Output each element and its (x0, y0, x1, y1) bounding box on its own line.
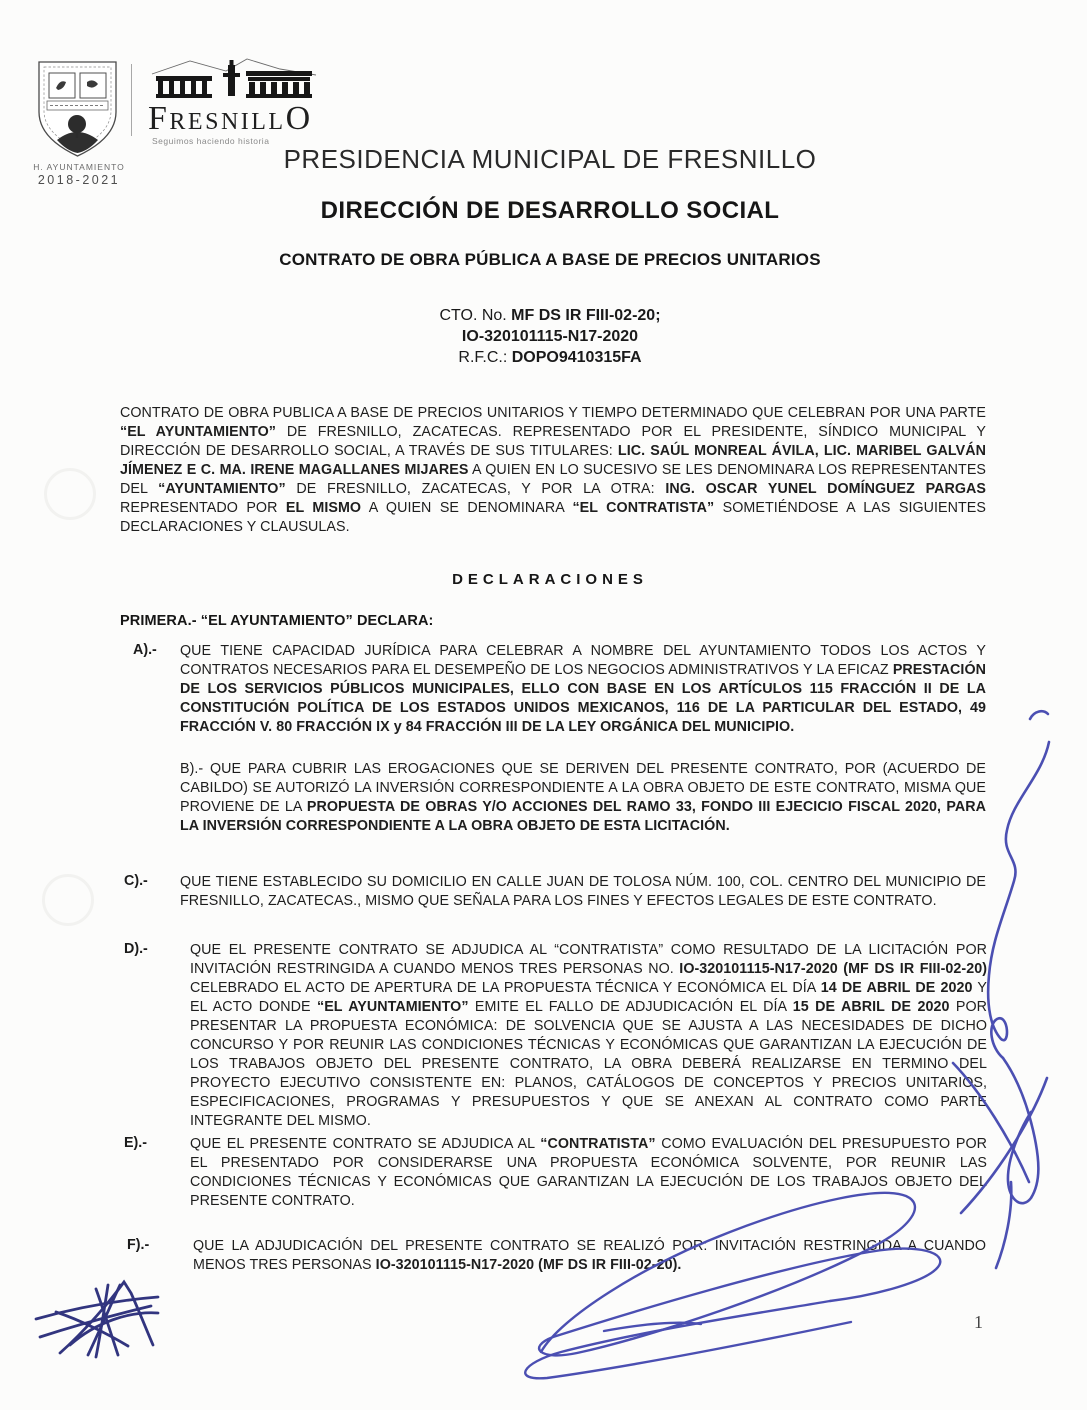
page-number: 1 (974, 1312, 983, 1332)
item-a-body: QUE TIENE CAPACIDAD JURÍDICA PARA CELEBRAR A NOMBRE DEL AYUNTAMIENTO TODOS LOS ACTOS Y CONTRATOS NECESARIOS PARA EL DESEMPEÑO DE LOS NEGOCIOS ADMINISTRATIVOS Y LA EFICAZ PRESTACIÓN DE LOS SERVICIOS PÚBLICOS MUNICIPALES, ELLO CON BASE EN LOS ARTÍCULOS 115 FRACCIÓN II DE LA CONSTITUCIÓN POLÍTICA DE LOS ESTADOS UNIDOS MEXICANOS, 116 DE LA PARTICULAR DEL ESTADO, 49 FRACCIÓN V. 80 FRACCIÓN IX y 84 FRACCIÓN III DE LA LEY ORGÁNICA DEL MUNICIPIO. (180, 643, 986, 735)
contract-number-line: CTO. No. MF DS IR FIII-02-20; (439, 307, 661, 324)
department-title: DIRECCIÓN DE DESARROLLO SOCIAL (320, 197, 780, 224)
item-e-body: QUE EL PRESENTE CONTRATO SE ADJUDICA AL “CONTRATISTA” COMO EVALUACIÓN DEL PRESUPUESTO POR EL PRESENTADO POR CONSIDERARSE UNA PROPUESTA ECONÓMICA SOLVENTE, POR REUNIR LAS CONDICIONES TÉCNICAS Y ECONÓMICAS QUE GARANTIZAN LA EJECUCIÓN DE LOS TRABAJOS OBJETO DEL PRESENTE CONTRATO. (190, 1136, 987, 1209)
contract-title: CONTRATO DE OBRA PÚBLICA A BASE DE PRECIOS UNITARIOS (279, 250, 821, 269)
item-e-label: E).- (124, 1135, 148, 1151)
item-b-body: B).- QUE PARA CUBRIR LAS EROGACIONES QUE SE DERIVEN DEL PRESENTE CONTRATO, POR (ACUERDO DE CABILDO) SE AUTORIZÓ LA INVERSIÓN CORRESPONDIENTE A LA OBRA OBJETO DE ESTE CONTRATO, MISMA QUE PROVIENE DE LA PROPUESTA DE OBRAS Y/O ACCIONES DEL RAMO 33, FONDO III EJECICIO FISCAL 2020, PARA LA INVERSIÓN CORRESPONDIENTE A LA OBRA OBJETO DE ESTA LICITACIÓN. (180, 761, 986, 834)
hole-punch-mark (42, 874, 94, 926)
declarations-heading: DECLARACIONES (452, 571, 648, 588)
wordmark-mid: RESNILL (169, 109, 286, 135)
tender-number-line: IO-320101115-N17-2020 (461, 328, 639, 345)
signature-bottom-center (525, 1193, 940, 1378)
item-c-label: C).- (124, 873, 148, 889)
item-a-label: A).- (133, 642, 157, 658)
signature-bottom-left (36, 1282, 158, 1357)
wordmark-o: O (285, 100, 313, 137)
fresnillo-tagline: Seguimos haciendo historia (152, 136, 270, 146)
item-d-body: QUE EL PRESENTE CONTRATO SE ADJUDICA AL “CONTRATISTA” COMO RESULTADO DE LA LICITACIÓN POR INVITACIÓN RESTRINGIDA A CUANDO MENOS TRES PERSONAS NO. IO-320101115-N17-2020 (MF DS IR FIII-02-20) CELEBRADO EL ACTO DE APERTURA DE LA PROPUESTA TÉCNICA Y ECONÓMICA EL DÍA 14 DE ABRIL DE 2020 Y EL ACTO DONDE “EL AYUNTAMIENTO” EMITE EL FALLO DE ADJUDICACIÓN EL DÍA 15 DE ABRIL DE 2020 POR PRESENTAR LA PROPUESTA ECONÓMICA: DE SOLVENCIA QUE SE AJUSTA A LAS NECESIDADES DE DICHO CONCURSO Y POR REUNIR LAS CONDICIONES TÉCNICAS Y ECONÓMICAS QUE GARANTIZAN LA EJECUCIÓN DE LOS TRABAJOS OBJETO DEL PRESENTE CONTRATO, LA OBRA DEBERÁ REALIZARSE EN TERMINO DEL PROYECTO EJECUTIVO CONSISTENTE EN: PLANOS, CATÁLOGOS DE CONCEPTOS Y PRECIOS UNITARIOS, ESPECIFICACIONES, PROGRAMAS Y PRESUPUESTOS Y QUE SE ANEXAN AL CONTRATO COMO PARTE INTEGRANTE DEL MISMO. (190, 942, 988, 1129)
page-title: PRESIDENCIA MUNICIPAL DE FRESNILLO (283, 144, 817, 174)
fresnillo-logo (148, 58, 328, 146)
crest-years-label: 2018-2021 (37, 173, 121, 187)
item-d-label: D).- (124, 941, 148, 957)
aqueduct-icon (148, 58, 320, 100)
wordmark-f: F (148, 100, 170, 137)
primera-heading: PRIMERA.- “EL AYUNTAMIENTO” DECLARA: (120, 613, 434, 629)
hole-punch-mark (44, 468, 96, 520)
logo-divider (131, 64, 132, 136)
intro-paragraph: CONTRATO DE OBRA PUBLICA A BASE DE PRECIOS UNITARIOS Y TIEMPO DETERMINADO QUE CELEBRAN POR UNA PARTE “EL AYUNTAMIENTO” DE FRESNILLO, ZACATECAS. REPRESENTADO POR EL PRESIDENTE, SÍNDICO MUNICIPAL Y DIRECCIÓN DE DESARROLLO SOCIAL, A TRAVÉS DE SUS TITULARES: LIC. SAÚL MONREAL ÁVILA, LIC. MARIBEL GALVÁN JÍMENEZ E C. MA. IRENE MAGALLANES MIJARES A QUIEN EN LO SUCESIVO SE LES DENOMINARA LOS REPRESENTANTES DEL “AYUNTAMIENTO” DE FRESNILLO, ZACATECAS, Y POR LA OTRA: ING. OSCAR YUNEL DOMÍNGUEZ PARGAS REPRESENTADO POR EL MISMO A QUIEN SE DENOMINARA “EL CONTRATISTA” SOMETIÉNDOSE A LAS SIGUIENTES DECLARACIONES Y CLAUSULAS. (120, 405, 986, 535)
fresnillo-wordmark (148, 100, 328, 138)
item-f-label: F).- (127, 1237, 150, 1253)
item-f-body: QUE LA ADJUDICACIÓN DEL PRESENTE CONTRATO SE REALIZÓ POR: INVITACIÓN RESTRINGIDA A CUANDO MENOS TRES PERSONAS IO-320101115-N17-2020 (MF DS IR FIII-02-20). (193, 1238, 986, 1273)
crest-org-label: H. AYUNTAMIENTO (33, 162, 125, 172)
rfc-line: R.F.C.: DOPO9410315FA (458, 349, 642, 366)
item-c-body: QUE TIENE ESTABLECIDO SU DOMICILIO EN CALLE JUAN DE TOLOSA NÚM. 100, COL. CENTRO DEL MUNICIPIO DE FRESNILLO, ZACATECAS., MISMO QUE SEÑALA PARA LOS FINES Y EFECTOS LEGALES DE ESTE CONTRATO. (180, 874, 986, 909)
reference-block (0, 305, 1087, 368)
